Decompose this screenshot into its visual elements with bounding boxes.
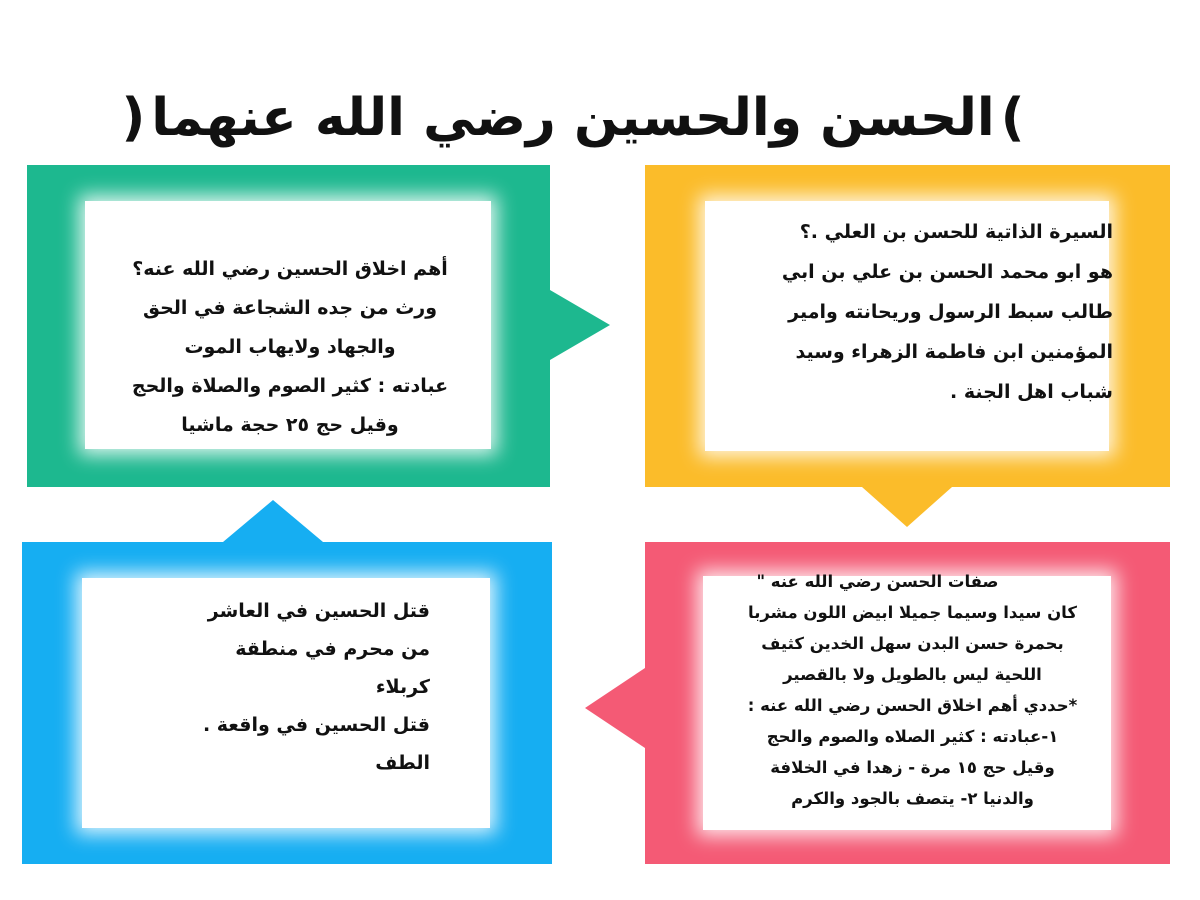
yellow-line-3: طالب سبط الرسول وريحانته وامير <box>788 301 1113 323</box>
pink-box-text <box>705 566 1120 814</box>
green-line-3: والجهاد ولايهاب الموت <box>184 336 396 358</box>
blue-line-5: الطف <box>375 752 430 774</box>
blue-line-3: كربلاء <box>375 676 430 698</box>
green-box-text <box>105 250 475 445</box>
page-title <box>100 68 1100 168</box>
pink-line-4: اللحية ليس بالطويل ولا بالقصير <box>783 665 1042 684</box>
title-open-paren: ( <box>121 88 146 148</box>
yellow-box-text <box>708 212 1113 412</box>
pink-line-6: ١-عبادته : كثير الصلاه والصوم والحج <box>766 727 1059 746</box>
pink-line-8: والدنيا ٢- يتصف بالجود والكرم <box>791 789 1034 808</box>
yellow-pointer-arrow <box>862 487 952 527</box>
yellow-line-5: شباب اهل الجنة . <box>950 381 1113 403</box>
blue-box-text <box>180 592 430 782</box>
blue-pointer-arrow <box>223 500 323 542</box>
green-line-4: عبادته : كثير الصوم والصلاة والحج <box>131 375 449 397</box>
green-line-1: أهم اخلاق الحسين رضي الله عنه؟ <box>132 258 448 280</box>
pink-line-7: وقيل حج ١٥ مرة - زهدا في الخلافة <box>770 758 1055 777</box>
green-line-5: وقيل حج ٢٥ حجة ماشيا <box>181 414 399 436</box>
pink-line-5: *حددي أهم اخلاق الحسن رضي الله عنه : <box>747 696 1078 715</box>
blue-line-4: قتل الحسين في واقعة . <box>202 714 430 736</box>
pink-line-3: بحمرة حسن البدن سهل الخدين كثيف <box>761 634 1064 653</box>
green-line-2: ورث من جده الشجاعة في الحق <box>142 297 438 319</box>
title-text: الحسن والحسين رضي الله عنهما <box>151 88 995 148</box>
pink-line-1: صفات الحسن رضي الله عنه " <box>756 572 999 591</box>
yellow-line-1: السيرة الذاتية للحسن بن العلي .؟ <box>799 221 1113 243</box>
green-pointer-arrow <box>550 290 610 360</box>
yellow-line-2: هو ابو محمد الحسن بن علي بن ابي <box>781 261 1113 283</box>
yellow-line-4: المؤمنين ابن فاطمة الزهراء وسيد <box>795 341 1113 363</box>
pink-line-2: كان سيدا وسيما جميلا ابيض اللون مشربا <box>748 603 1077 622</box>
pink-pointer-arrow <box>585 668 645 748</box>
blue-line-1: قتل الحسين في العاشر <box>207 600 430 622</box>
blue-line-2: من محرم في منطقة <box>235 638 430 660</box>
title-close-paren: ) <box>1000 88 1025 148</box>
